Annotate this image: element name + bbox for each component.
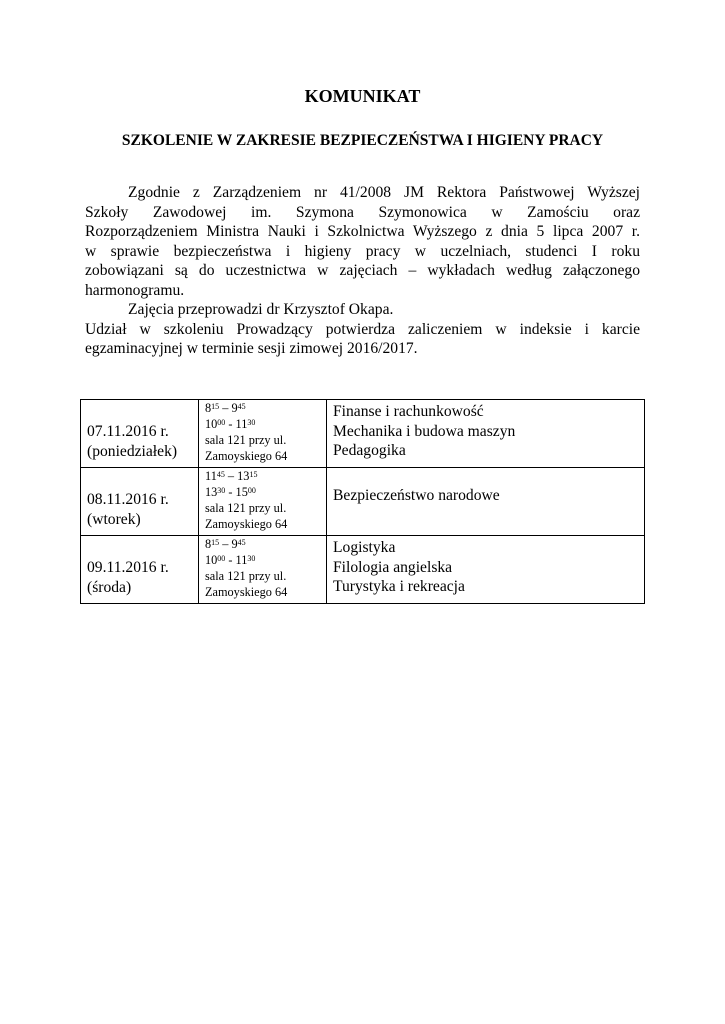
subject-item: Bezpieczeństwo narodowe (333, 487, 500, 504)
date-cell (81, 400, 199, 468)
street-text: Zamoyskiego 64 (205, 517, 288, 531)
street-text: Zamoyskiego 64 (205, 449, 288, 463)
time-slot: $11^{45} - 13^{15}$ (205, 469, 258, 483)
room-text: sala 121 przy ul. (205, 501, 287, 515)
document-title: KOMUNIKAT (304, 86, 421, 106)
paragraph-line: zobowiązani są do uczestnictwa w zajęciach – wykładach według załączonego (85, 262, 640, 279)
time-slot: $10^{00} - 11^{30}$ (205, 417, 256, 431)
paragraph-line: Zgodnie z Zarządzeniem nr 41/2008 JM Rektora Państwowej Wyższej (128, 184, 640, 201)
paragraph-line: Rozporządzeniem Ministra Nauki i Szkolnictwa Wyższego z dnia 5 lipca 2007 r. (85, 223, 640, 240)
date-text: 07.11.2016 r. (87, 423, 169, 440)
date-text: 08.11.2016 r. (87, 491, 169, 508)
street-text: Zamoyskiego 64 (205, 585, 288, 599)
table-row (81, 400, 645, 468)
date-cell (81, 468, 199, 536)
time-cell (199, 400, 327, 468)
paragraph-line: harmonogramu. (85, 281, 185, 299)
schedule-table (80, 399, 645, 604)
room-text: sala 121 przy ul. (205, 569, 287, 583)
weekday-text: (wtorek) (87, 511, 141, 528)
subjects-cell (327, 400, 645, 468)
weekday-text: (poniedziałek) (87, 443, 178, 460)
time-slot: $10^{00} - 11^{30}$ (205, 553, 256, 567)
paragraph-line: w sprawie bezpieczeństwa i higieny pracy w uczelniach, studenci I roku (85, 242, 640, 260)
subject-item: Mechanika i budowa maszyn (333, 422, 516, 440)
time-slot: $8^{15} - 9^{45}$ (205, 537, 246, 551)
weekday-text: (środa) (87, 579, 132, 596)
table-row (81, 536, 645, 604)
table-row (81, 468, 645, 536)
time-slot: $8^{15} - 9^{45}$ (205, 401, 246, 415)
paragraph-line: Udział w szkoleniu Prowadzący potwierdza zaliczeniem w indeksie i karcie (85, 320, 640, 338)
instructor-paragraph: Zajęcia przeprowadzi dr Krzysztof Okapa. (128, 301, 394, 318)
subjects-cell (327, 536, 645, 604)
subject-item: Filologia angielska (333, 558, 453, 576)
paragraph-line: Szkoły Zawodowej im. Szymona Szymonowica w Zamościu oraz (85, 203, 640, 221)
date-text: 09.11.2016 r. (87, 559, 169, 576)
document-subtitle: SZKOLENIE W ZAKRESIE BEZPIECZEŃSTWA I HIGIENY PRACY (121, 132, 604, 149)
subject-item: Logistyka (333, 539, 396, 556)
announcement-body (85, 183, 640, 359)
subject-item: Turystyka i rekreacja (333, 578, 465, 595)
time-slot: $13^{30} - 15^{00}$ (205, 485, 256, 499)
room-text: sala 121 przy ul. (205, 433, 287, 447)
paragraph-line: egzaminacyjnej w terminie sesji zimowej 2016/2017. (85, 340, 418, 357)
subjects-cell (327, 468, 645, 536)
subject-item: Pedagogika (333, 442, 406, 459)
date-cell (81, 536, 199, 604)
subject-item: Finanse i rachunkowość (333, 403, 484, 420)
time-cell (199, 536, 327, 604)
time-cell (199, 468, 327, 536)
